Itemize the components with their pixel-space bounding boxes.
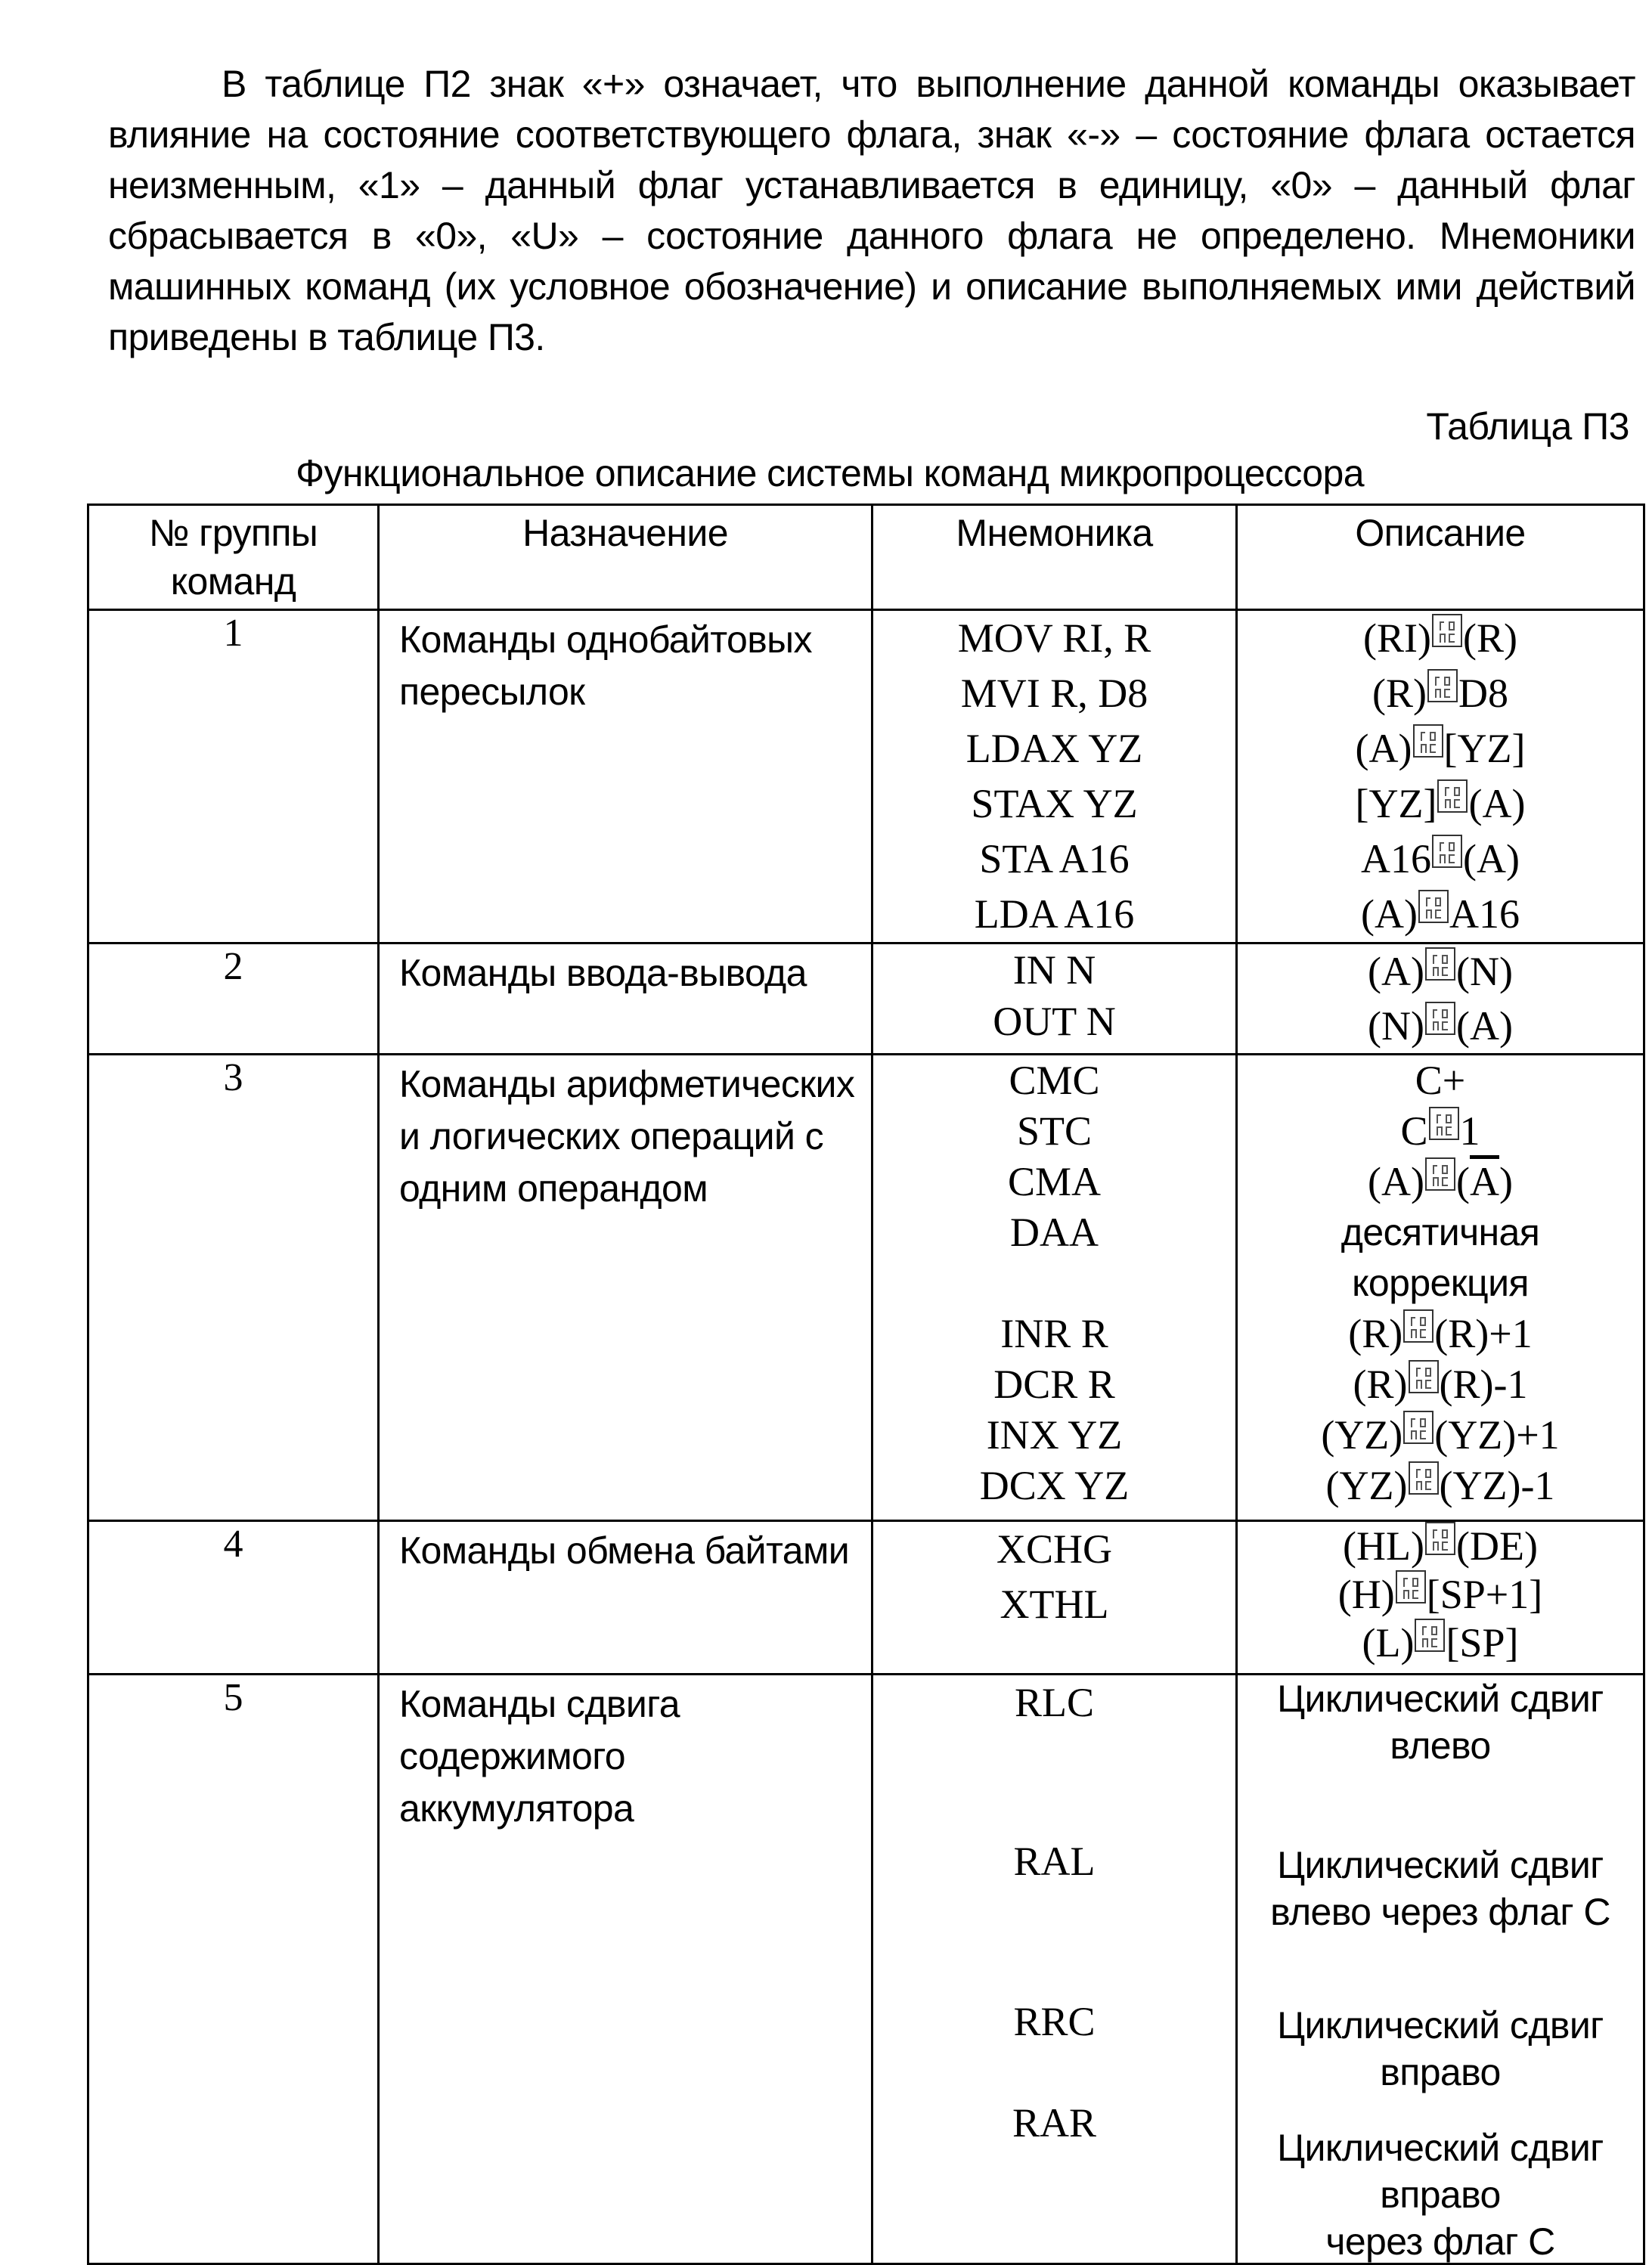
description-line: (N) (A) — [1368, 1003, 1513, 1049]
mnemonic: MVI R, D8 — [960, 671, 1148, 716]
group-number: 3 — [88, 1055, 379, 1521]
table-row — [88, 610, 1644, 943]
header-purpose: Назначение — [379, 505, 872, 610]
mnemonic: RLC — [1014, 1680, 1095, 1725]
mnemonic: RRC — [1013, 1999, 1096, 2044]
group-descriptions — [1237, 1055, 1644, 1521]
missing-arrow-glyph-icon — [1427, 669, 1458, 702]
missing-arrow-glyph-icon — [1432, 614, 1462, 647]
missing-arrow-glyph-icon — [1425, 1157, 1455, 1191]
mnemonic: DAA — [1010, 1210, 1099, 1255]
group-number: 2 — [88, 943, 379, 1055]
missing-arrow-glyph-icon — [1432, 835, 1462, 868]
group-purpose: Команды однобайтовых пересылок — [379, 610, 872, 943]
mnemonic: LDA A16 — [974, 891, 1135, 937]
header-mnemonic: Мнемоника — [872, 505, 1237, 610]
group-number: 1 — [88, 610, 379, 943]
group-descriptions — [1237, 1675, 1644, 2264]
mnemonic: DCX YZ — [979, 1463, 1130, 1508]
description-line: (YZ) (YZ)-1 — [1325, 1463, 1555, 1508]
table-title: Функциональное описание системы команд микропроцессора — [296, 452, 1364, 494]
description-block: Циклический сдвиг влево через флаг C — [1270, 1844, 1610, 1933]
missing-arrow-glyph-icon — [1425, 1522, 1455, 1555]
group-mnemonics — [872, 1055, 1237, 1521]
description-line: (A) $(\overline{A})$ — [1368, 1159, 1513, 1204]
mnemonic: LDAX YZ — [965, 726, 1143, 771]
mnemonic-spacer — [873, 1258, 1235, 1309]
group-mnemonics — [872, 610, 1237, 943]
mnemonic: IN N — [1012, 947, 1096, 993]
missing-arrow-glyph-icon — [1429, 1107, 1459, 1140]
mnemonic: STA A16 — [979, 836, 1130, 882]
missing-arrow-glyph-icon — [1396, 1570, 1426, 1603]
table-row — [88, 1055, 1644, 1521]
group-mnemonics — [872, 1521, 1237, 1675]
intro-text: В таблице П2 знак «+» означает, что выполнение данной команды оказывает влияние на состояние соответствующего флага, знак «-» – состояние флага остается неизменным, «1» – данный флаг устанавливается в единицу, «0» – данный флаг сбрасывается в «0», «U» – состояние данного флага не определено. Мнемоники машинных команд (их условное обозначение) и описание выполняемых ими действий приведены в таблице П3. — [108, 63, 1635, 358]
table-row — [88, 1521, 1644, 1675]
group-purpose: Команды арифметических и логических операций с одним операндом — [379, 1055, 872, 1521]
mnemonic: STAX YZ — [971, 781, 1138, 826]
mnemonic: OUT N — [993, 999, 1116, 1044]
description-line: (R) (R)-1 — [1353, 1362, 1528, 1407]
missing-arrow-glyph-icon — [1437, 779, 1468, 813]
missing-arrow-glyph-icon — [1403, 1309, 1433, 1343]
intro-paragraph — [108, 59, 1635, 363]
mnemonic: RAR — [1012, 2100, 1097, 2146]
description-line: (A) A16 — [1361, 891, 1520, 937]
table-header-row — [88, 505, 1644, 610]
description-line: (RI) (R) — [1363, 615, 1517, 661]
description-line: C+ — [1415, 1058, 1466, 1103]
group-purpose: Команды обмена байтами — [379, 1521, 872, 1675]
description-line: десятичная — [1341, 1211, 1540, 1253]
mnemonic: INX YZ — [986, 1412, 1123, 1458]
group-descriptions — [1237, 1521, 1644, 1675]
group-mnemonics — [872, 1675, 1237, 2264]
mnemonic: STC — [1016, 1108, 1093, 1154]
header-description: Описание — [1237, 505, 1644, 610]
header-group-number: № группы команд — [88, 505, 379, 610]
description-line: (A) (N) — [1368, 949, 1513, 994]
description-line: коррекция — [1352, 1262, 1529, 1304]
group-descriptions — [1237, 943, 1644, 1055]
group-number: 4 — [88, 1521, 379, 1675]
group-descriptions — [1237, 610, 1644, 943]
group-number: 5 — [88, 1675, 379, 2264]
missing-arrow-glyph-icon — [1413, 724, 1443, 758]
command-table — [87, 504, 1645, 2265]
description-block: Циклический сдвиг влево — [1277, 1678, 1604, 1767]
mnemonic: MOV RI, R — [957, 615, 1151, 661]
missing-arrow-glyph-icon — [1425, 1002, 1455, 1035]
missing-arrow-glyph-icon — [1415, 1619, 1445, 1652]
mnemonic: XTHL — [1000, 1582, 1109, 1627]
group-purpose: Команды ввода-вывода — [379, 943, 872, 1055]
mnemonic: CMA — [1007, 1159, 1102, 1204]
missing-arrow-glyph-icon — [1418, 890, 1449, 923]
description-line: [YZ] (A) — [1355, 781, 1526, 826]
missing-arrow-glyph-icon — [1403, 1411, 1433, 1444]
description-line: (YZ) (YZ)+1 — [1321, 1412, 1560, 1458]
description-block: Циклический сдвиг вправо — [1277, 2004, 1604, 2093]
group-mnemonics — [872, 943, 1237, 1055]
missing-arrow-glyph-icon — [1409, 1360, 1439, 1393]
group-purpose: Команды сдвига содержимого аккумулятора — [379, 1675, 872, 2264]
mnemonic: CMC — [1009, 1058, 1100, 1103]
table-row — [88, 943, 1644, 1055]
missing-arrow-glyph-icon — [1409, 1461, 1439, 1495]
description-line: (R) (R)+1 — [1348, 1311, 1533, 1356]
mnemonic: DCR R — [993, 1362, 1115, 1407]
mnemonic: INR R — [1000, 1311, 1108, 1356]
description-line: (HL) (DE) — [1343, 1523, 1538, 1569]
missing-arrow-glyph-icon — [1425, 947, 1455, 981]
mnemonic: RAL — [1013, 1839, 1096, 1884]
description-line: A16 (A) — [1361, 836, 1520, 882]
table-row — [88, 1675, 1644, 2264]
description-line: (A) [YZ] — [1355, 726, 1526, 771]
mnemonic: XCHG — [996, 1526, 1112, 1572]
description-line: C 1 — [1400, 1108, 1480, 1154]
description-line: (H) [SP+1] — [1337, 1572, 1543, 1617]
description-line: (R) D8 — [1372, 671, 1508, 716]
description-line: (L) [SP] — [1362, 1620, 1519, 1665]
description-block: Циклический сдвиг вправо через флаг C — [1277, 2127, 1604, 2263]
table-number: Таблица П3 — [1426, 405, 1629, 448]
